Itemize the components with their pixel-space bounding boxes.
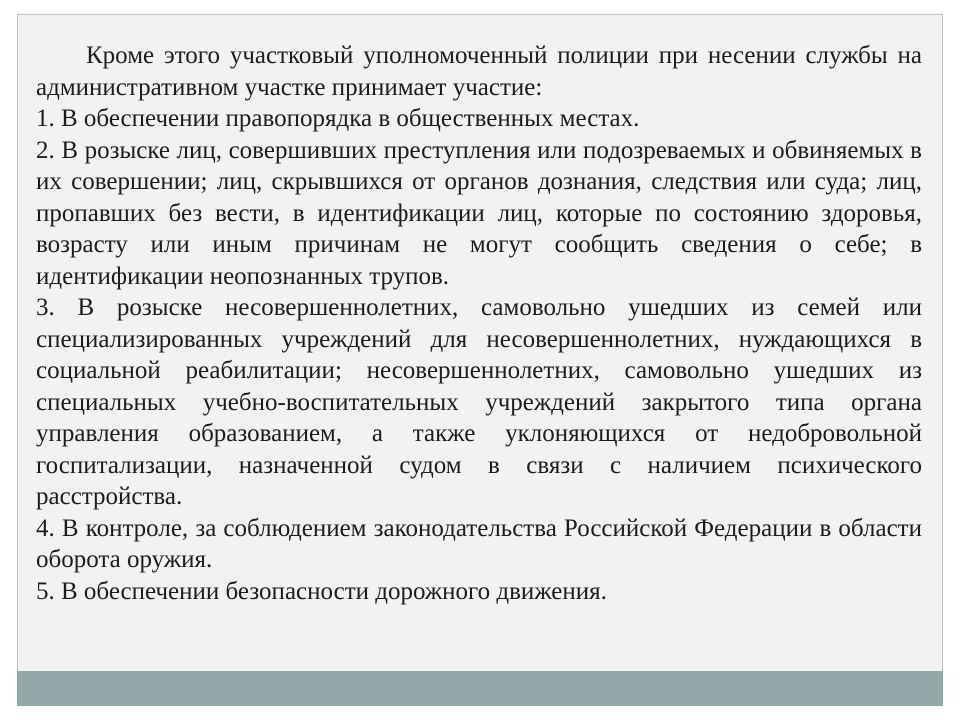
list-item-1: 1. В обеспечении правопорядка в общественных местах. (36, 105, 640, 132)
list-item-2: 2. В розыске лиц, совершивших преступления или подозреваемых и обвиняемых в их совершении; лиц, скрывшихся от органов дознания, следствия или суда; лиц, пропавших без вести, в идентификации лиц, которые по состоянию здоровья, возрасту или иным причинам не могут сообщить сведения о себе; в идентификации неопознанных трупов. (36, 136, 922, 290)
list-item-4: 4. В контроле, за соблюдением законодательства Российской Федерации в области оборота оружия. (36, 514, 922, 573)
intro-paragraph: Кроме этого участковый уполномоченный полиции при несении службы на административном участке принимает участие: (36, 42, 922, 101)
list-item-3: 3. В розыске несовершеннолетних, самовольно ушедших из семей или специализированных учреждений для несовершеннолетних, нуждающихся в социальной реабилитации; несовершеннолетних, самовольно ушедших из специальных учебно-воспитательных учреждений закрытого типа органа управления образованием, а также уклоняющихся от недобровольной госпитализации, назначенной судом в связи с наличием психического расстройства. (36, 294, 922, 510)
list-item-5: 5. В обеспечении безопасности дорожного движения. (36, 577, 607, 605)
footer-bar (17, 671, 943, 706)
slide-body-text (36, 40, 922, 607)
